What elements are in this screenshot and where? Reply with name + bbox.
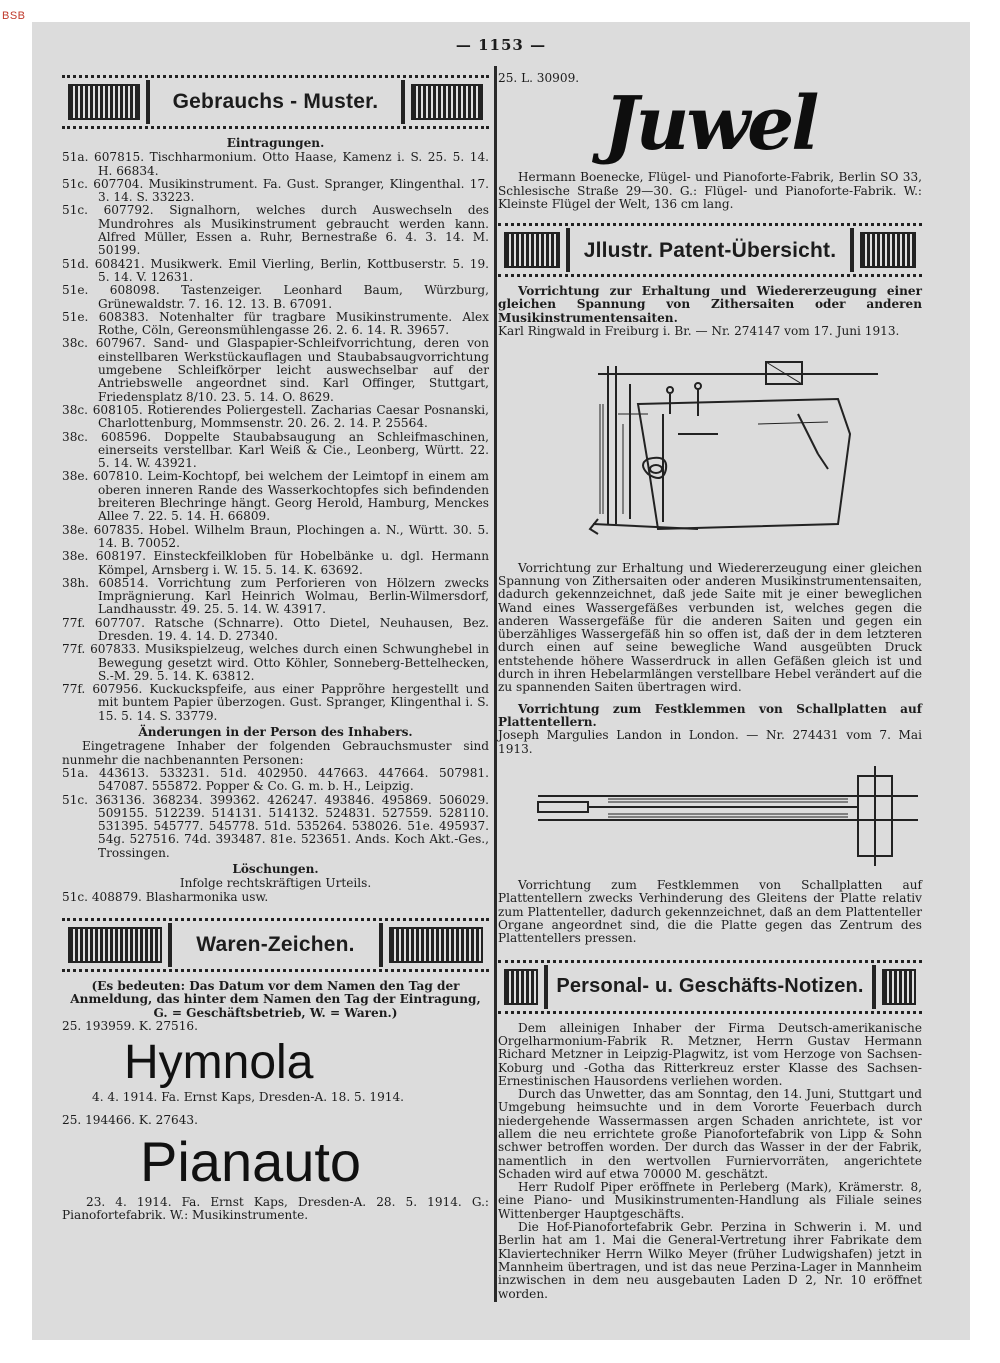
zither-tension-illustration [498, 344, 922, 552]
section-title: Waren-Zeichen. [196, 933, 355, 957]
patent-reference: Joseph Margulies Landon in London. — Nr. 274431 vom 7. Mai 1913. [498, 728, 922, 756]
ornament-right [882, 969, 916, 1005]
page-number: — 1153 — [455, 36, 547, 54]
ornament-left [68, 84, 140, 120]
section-title: Gebrauchs - Muster. [172, 90, 379, 114]
ornament-left [68, 927, 162, 963]
list-item: 51c. 607704. Musikinstrument. Fa. Gust. Spranger, Klingenthal. 17. 3. 14. S. 33223. [62, 176, 489, 205]
trademark-detail: 23. 4. 1914. Fa. Ernst Kaps, Dresden-A. 28. 5. 1914. G.: Pianofortefabrik. W.: Musikinstrumente. [62, 1194, 489, 1222]
list-item: 38c. 608596. Doppelte Staubabsaugung an Schleifmaschinen, einerseits verstellbar. Karl Weiß & Cie., Leonberg, Württ. 22. 5. 14. W. 43921. [62, 429, 489, 471]
list-item: 51e. 608098. Tastenzeiger. Leonhard Baum, Würzburg, Grünewaldstr. 7. 16. 12. 13. B. 67091. [62, 283, 489, 311]
list-item: 51a. 443613. 533231. 51d. 402950. 447663. 447664. 507981. 547087. 555872. Popper & Co. G. m. b. H., Leipzig. [62, 765, 489, 794]
personal-header [498, 960, 922, 1014]
record-clamp-illustration [498, 762, 922, 870]
ornament-left [504, 969, 538, 1005]
header-bar [850, 228, 854, 272]
list-item: 38c. 607967. Sand- und Glaspapier-Schleifvorrichtung, deren von einstellbaren Werkstückauflagen und Staubabsaugvorrichtung umgebene Schleifkörper leicht auswechselbar auf der Antriebswelle angeordnet sind. Karl Offinger, Stuttgart, Friedensplatz 8/10. 23. 5. 14. O. 8629. [62, 336, 489, 404]
header-bar [872, 965, 876, 1009]
record-clamp-diagram [498, 762, 922, 873]
patent-header [498, 223, 922, 277]
header-bar [379, 923, 383, 967]
list-item: 51e. 608383. Notenhalter für tragbare Musikinstrumente. Alex Rothe, Cöln, Gereonsmühlengasse 26. 2. 6. 14. R. 39657. [62, 309, 489, 338]
news-paragraph: Herr Rudolf Piper eröffnete in Perleberg (Mark), Krämerstr. 8, eine Piano- und Musikinstrumenten-Handlung als Filiale seines Wittenberger Hauptgeschäfts. [498, 1180, 922, 1221]
ornament-right [411, 84, 483, 120]
patent-claim: Vorrichtung zum Festklemmen von Schallplatten auf Plattentellern zwecks Verhinderung des Gleitens der Platte relativ zum Plattenteller, dadurch gekennzeichnet, daß an dem Plattenteller Organe angeordnet sind, die die Platte gegen das Zentrum des Plattentellers pressen. [498, 878, 922, 946]
trademark-register-line: 25. 194466. K. 27643. [62, 1113, 198, 1128]
scanned-page [32, 22, 970, 1340]
list-item: 38e. 607810. Leim-Kochtopf, bei welchem der Leimtopf in einem am oberen inneren Rande des Wasserkochtopfes sich befindenden breiteren Blechringe hängt. Georg Herold, Hamburg, Menckes Allee 7. 22. 5. 14. H. 66809. [62, 469, 489, 524]
left-column [62, 72, 489, 1222]
list-item: 51c. 607792. Signalhorn, welches durch Auswechseln des Mundrohres als Musikinstrument gebraucht werden kann. Alfred Müller, Essen a. Ruhr, Bernestraße 6. 4. 3. 14. M. 50199. [62, 203, 489, 258]
column-divider [494, 66, 497, 1302]
paragraph: Infolge rechtskräftigen Urteils. [179, 876, 372, 891]
paragraph: Eingetragene Inhaber der folgenden Gebrauchsmuster sind nunmehr die nachbenannten Personen: [62, 739, 489, 767]
ornament-left [504, 232, 560, 268]
trademark-register-line: 25. 193959. K. 27516. [62, 1018, 198, 1033]
warenzeichen-header [62, 918, 489, 972]
ornament-right [860, 232, 916, 268]
ornament-right [389, 927, 483, 963]
library-watermark: BSB [2, 10, 26, 22]
legend-note: (Es bedeuten: Das Datum vor dem Namen den Tag der Anmeldung, das hinter dem Namen den Tag der Eintragung, G. = Geschäftsbetrieb, W. = Waren.) [70, 978, 481, 1020]
section-title: Personal- u. Geschäfts-Notizen. [556, 974, 864, 997]
trademark-detail: 4. 4. 1914. Fa. Ernst Kaps, Dresden-A. 18. 5. 1914. [92, 1090, 405, 1105]
list-item: 51a. 607815. Tischharmonium. Otto Haase, Kamenz i. S. 25. 5. 14. H. 66834. [62, 150, 489, 178]
header-bar [401, 80, 405, 124]
list-item: 77f. 607956. Kuckuckspfeife, aus einer Papprõhre hergestellt und mit buntem Papier überzogen. Gust. Spranger, Klingenthal i. S. 15. 5. 14. S. 33779. [62, 682, 489, 723]
trademark-juwel: Juwel [603, 81, 817, 168]
entry-list [62, 151, 489, 723]
list-item: 51c. 408879. Blasharmonika usw. [62, 889, 269, 904]
list-item: 77f. 607707. Ratsche (Schnarre). Otto Dietel, Neuhausen, Bez. Dresden. 19. 4. 14. D. 27340. [62, 615, 489, 643]
news-paragraph: Die Hof-Pianofortefabrik Gebr. Perzina in Schwerin i. M. und Berlin hat am 1. Mai die General-Vertretung ihrer Fabrikate dem Klaviertechniker Herrn Wilko Meyer (früher Ludwigshafen) jetzt in Mannheim übertragen, und ist das neue Perzina-Lager in Mannheim inzwischen in dem neu ausgebauten Laden D 2, Nr. 10 eröffnet worden. [498, 1220, 922, 1301]
list-item: 38h. 608514. Vorrichtung zum Perforieren von Hölzern zwecks Imprägnierung. Karl Heinrich Wolmau, Berlin-Wilmersdorf, Landhausstr. 49. 25. 5. 14. W. 43917. [62, 575, 489, 617]
trademark-detail: Hermann Boenecke, Flügel- und Pianoforte-Fabrik, Berlin SO 33, Schlesische Straße 29—30. G.: Flügel- und Pianoforte-Fabrik. W.: Kleinste Flügel der Welt, 136 cm lang. [498, 170, 922, 211]
patent-reference: Karl Ringwald in Freiburg i. Br. — Nr. 274147 vom 17. Juni 1913. [498, 324, 900, 339]
subheading: Löschungen. [232, 862, 319, 877]
right-column [498, 72, 922, 1301]
trademark-hymnola: Hymnola [124, 1036, 314, 1090]
list-item: 38e. 607835. Hobel. Wilhelm Braun, Plochingen a. N., Württ. 30. 5. 14. B. 70052. [62, 522, 489, 550]
news-paragraph: Durch das Unwetter, das am Sonntag, den 14. Juni, Stuttgart und Umgebung heimsuchte und in dem Vororte Feuerbach durch niedergehende Wassermassen argen Schaden anrichtete, ist vor allem die neu errichtete große Pianofortefabrik von Lipp & Sohn schwer betroffen worden. Der durch das Wasser in der der Fabrik, namentlich in den wertvollen Furniervorräten, angerichtete Schaden wird auf etwa 70000 M. geschätzt. [498, 1087, 922, 1181]
list-item: 77f. 607833. Musikspielzeug, welches durch einen Schwunghebel in Bewegung gesetzt wird. Otto Köhler, Sonneberg-Bettelhecken, S.-M. 29. 5. 14. K. 63812. [62, 642, 489, 683]
patent-title: Vorrichtung zum Festklemmen von Schallplatten auf Plattentellern. [498, 701, 922, 729]
subheading: Änderungen in der Person des Inhabers. [138, 725, 413, 740]
subheading: Eintragungen. [226, 136, 325, 150]
trademark-pianauto: Pianauto [140, 1129, 362, 1193]
zither-tension-diagram [498, 344, 922, 555]
patent-claim: Vorrichtung zur Erhaltung und Wiedererzeugung einer gleichen Spannung von Zithersaiten oder anderen Musikinstrumentensaiten, dadurch gekennzeichnet, daß jede Saite mit je einer beweglichen Wand eines Wassergefäßes verbunden ist, welches gegen die anderen Wassergefäße für die anderen Saiten und gegen ein überzähliges Wassergefäß hin so offen ist, daß der in dem letzteren durch einen auf seine bewegliche Wand ausgeübten Druck entstehende höhere Wasserdruck in allen Gefäßen gleich ist und durch in ihren Hebelarmlängen verstellbare Hebel verändert auf die zu spannenden Saiten übertragen wird. [498, 560, 922, 695]
section-title: Jllustr. Patent-Übersicht. [583, 238, 837, 262]
gebrauchsmuster-header [62, 75, 489, 129]
list-item: 51d. 608421. Musikwerk. Emil Vierling, Berlin, Kottbuserstr. 5. 19. 5. 14. V. 12631. [62, 256, 489, 284]
list-item: 38e. 608197. Einsteckfeilkloben für Hobelbänke u. dgl. Hermann Kömpel, Arnsberg i. W. 15. 5. 14. K. 63692. [62, 549, 489, 577]
trademark-register-line: 25. L. 30909. [498, 71, 580, 85]
list-item: 38c. 608105. Rotierendes Poliergestell. Zacharias Caesar Posnanski, Charlottenburg, Mommsenstr. 20. 26. 2. 14. P. 25564. [62, 402, 489, 431]
list-item: 51c. 363136. 368234. 399362. 426247. 493846. 495869. 506029. 509155. 512239. 514131. 514132. 524831. 527559. 528110. 531395. 545777. 545778. 51d. 535264. 538026. 51e. 495937. 54g. 527516. 74d. 393487. 81e. 523651. Ands. Koch Akt.-Ges., Trossingen. [62, 792, 489, 860]
patent-title: Vorrichtung zur Erhaltung und Wiedererzeugung einer gleichen Spannung von Zithersaiten oder anderen Musikinstrumentensaiten. [498, 284, 922, 325]
news-paragraph: Dem alleinigen Inhaber der Firma Deutsch-amerikanische Orgelharmonium-Fabrik R. Metzner, Herrn Gustav Hermann Richard Metzner in Leipzig-Plagwitz, ist vom Herzoge von Sachsen-Koburg und -Gotha das Ritterkreuz erster Klasse des Sachsen-Ernestinischen Hausordens verliehen worden. [498, 1020, 922, 1088]
